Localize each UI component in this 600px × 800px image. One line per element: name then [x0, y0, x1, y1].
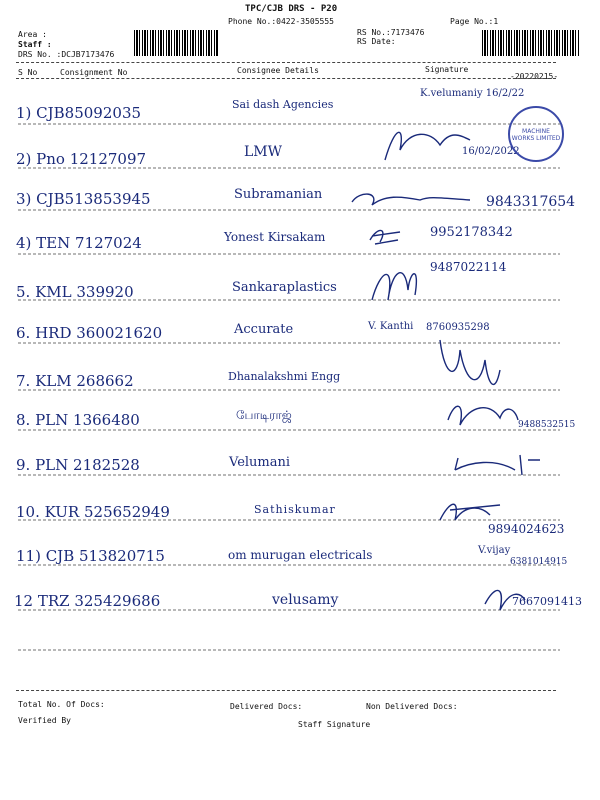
consignee-name: velusamy: [272, 592, 339, 608]
consignee-name: Dhanalakshmi Engg: [228, 370, 341, 383]
company-stamp: [508, 106, 564, 162]
drs-number: DRS No. :DCJB7173476: [18, 50, 115, 59]
col-signature: Signature: [425, 65, 469, 74]
phone-number-handwritten: 9487022114: [430, 260, 507, 274]
col-consignment: Consignment No: [60, 68, 128, 77]
consignee-name: LMW: [244, 144, 283, 160]
phone-number-handwritten: 8760935298: [426, 322, 490, 333]
consignment-number: 12 TRZ 325429686: [14, 592, 161, 610]
consignee-name: Velumani: [229, 455, 291, 470]
phone-number-handwritten: 6381014915: [510, 557, 568, 567]
phone-number-handwritten: 9843317654: [486, 194, 576, 210]
rs-date: RS Date:: [357, 37, 396, 46]
phone-number-handwritten: 9894024623: [488, 522, 565, 536]
col-date-stamp: -20220215-: [510, 72, 559, 81]
consignment-number: 11) CJB 513820715: [16, 547, 165, 565]
col-sno: S No: [18, 68, 38, 77]
consignment-number: 5. KML 339920: [16, 283, 134, 301]
consignee-name: Sai dash Agencies: [232, 98, 334, 111]
consignment-number: 3) CJB513853945: [16, 190, 151, 208]
stamp-text: MACHINE WORKS LIMITED: [511, 128, 561, 142]
consignment-number: 6. HRD 360021620: [16, 324, 163, 342]
footer-divider: [16, 690, 556, 691]
staff-signature-label: Staff Signature: [298, 720, 371, 729]
consignment-number: 9. PLN 2182528: [16, 456, 140, 474]
consignment-number: 1) CJB85092035: [16, 104, 142, 122]
non-delivered-docs-label: Non Delivered Docs:: [366, 702, 458, 711]
signature-text: V.vijay: [478, 545, 511, 556]
consignee-name: Accurate: [234, 322, 294, 337]
document-title: TPC/CJB DRS - P20: [245, 4, 338, 14]
consignment-number: 10. KUR 525652949: [16, 503, 170, 521]
phone-number-handwritten: 9488532515: [518, 420, 576, 430]
total-docs-label: Total No. Of Docs:: [18, 700, 105, 709]
phone-number-handwritten: 7667091413: [512, 595, 582, 608]
consignee-name: Yonest Kirsakam: [224, 230, 326, 244]
page-number: Page No.:1: [450, 17, 499, 26]
signature-text: K.velumaniy 16/2/22: [420, 88, 525, 99]
consignee-name: Sankaraplastics: [232, 280, 337, 295]
consignee-name: om murugan electricals: [228, 548, 373, 562]
consignee-name: போடிராஜ்: [236, 408, 292, 422]
delivered-docs-label: Delivered Docs:: [230, 702, 303, 711]
consignee-name: Subramanian: [234, 187, 323, 202]
signature-text: V. Kanthi: [368, 321, 414, 332]
col-consignee: Consignee Details: [237, 66, 319, 75]
signature-text: 16/02/2022: [462, 146, 520, 157]
staff-label: Staff :: [18, 40, 52, 49]
consignment-number: 8. PLN 1366480: [16, 411, 140, 429]
consignment-number: 2) Pno 12127097: [16, 150, 147, 168]
phone-number-handwritten: 9952178342: [430, 225, 513, 240]
consignment-number: 4) TEN 7127024: [16, 234, 142, 252]
rs-number: RS No.:7173476: [357, 28, 425, 37]
consignment-number: 7. KLM 268662: [16, 372, 134, 390]
consignee-name: Sathiskumar: [254, 503, 336, 516]
phone-number: Phone No.:0422-3505555: [228, 17, 334, 26]
verified-by-label: Verified By: [18, 716, 71, 725]
area-label: Area :: [18, 30, 47, 39]
